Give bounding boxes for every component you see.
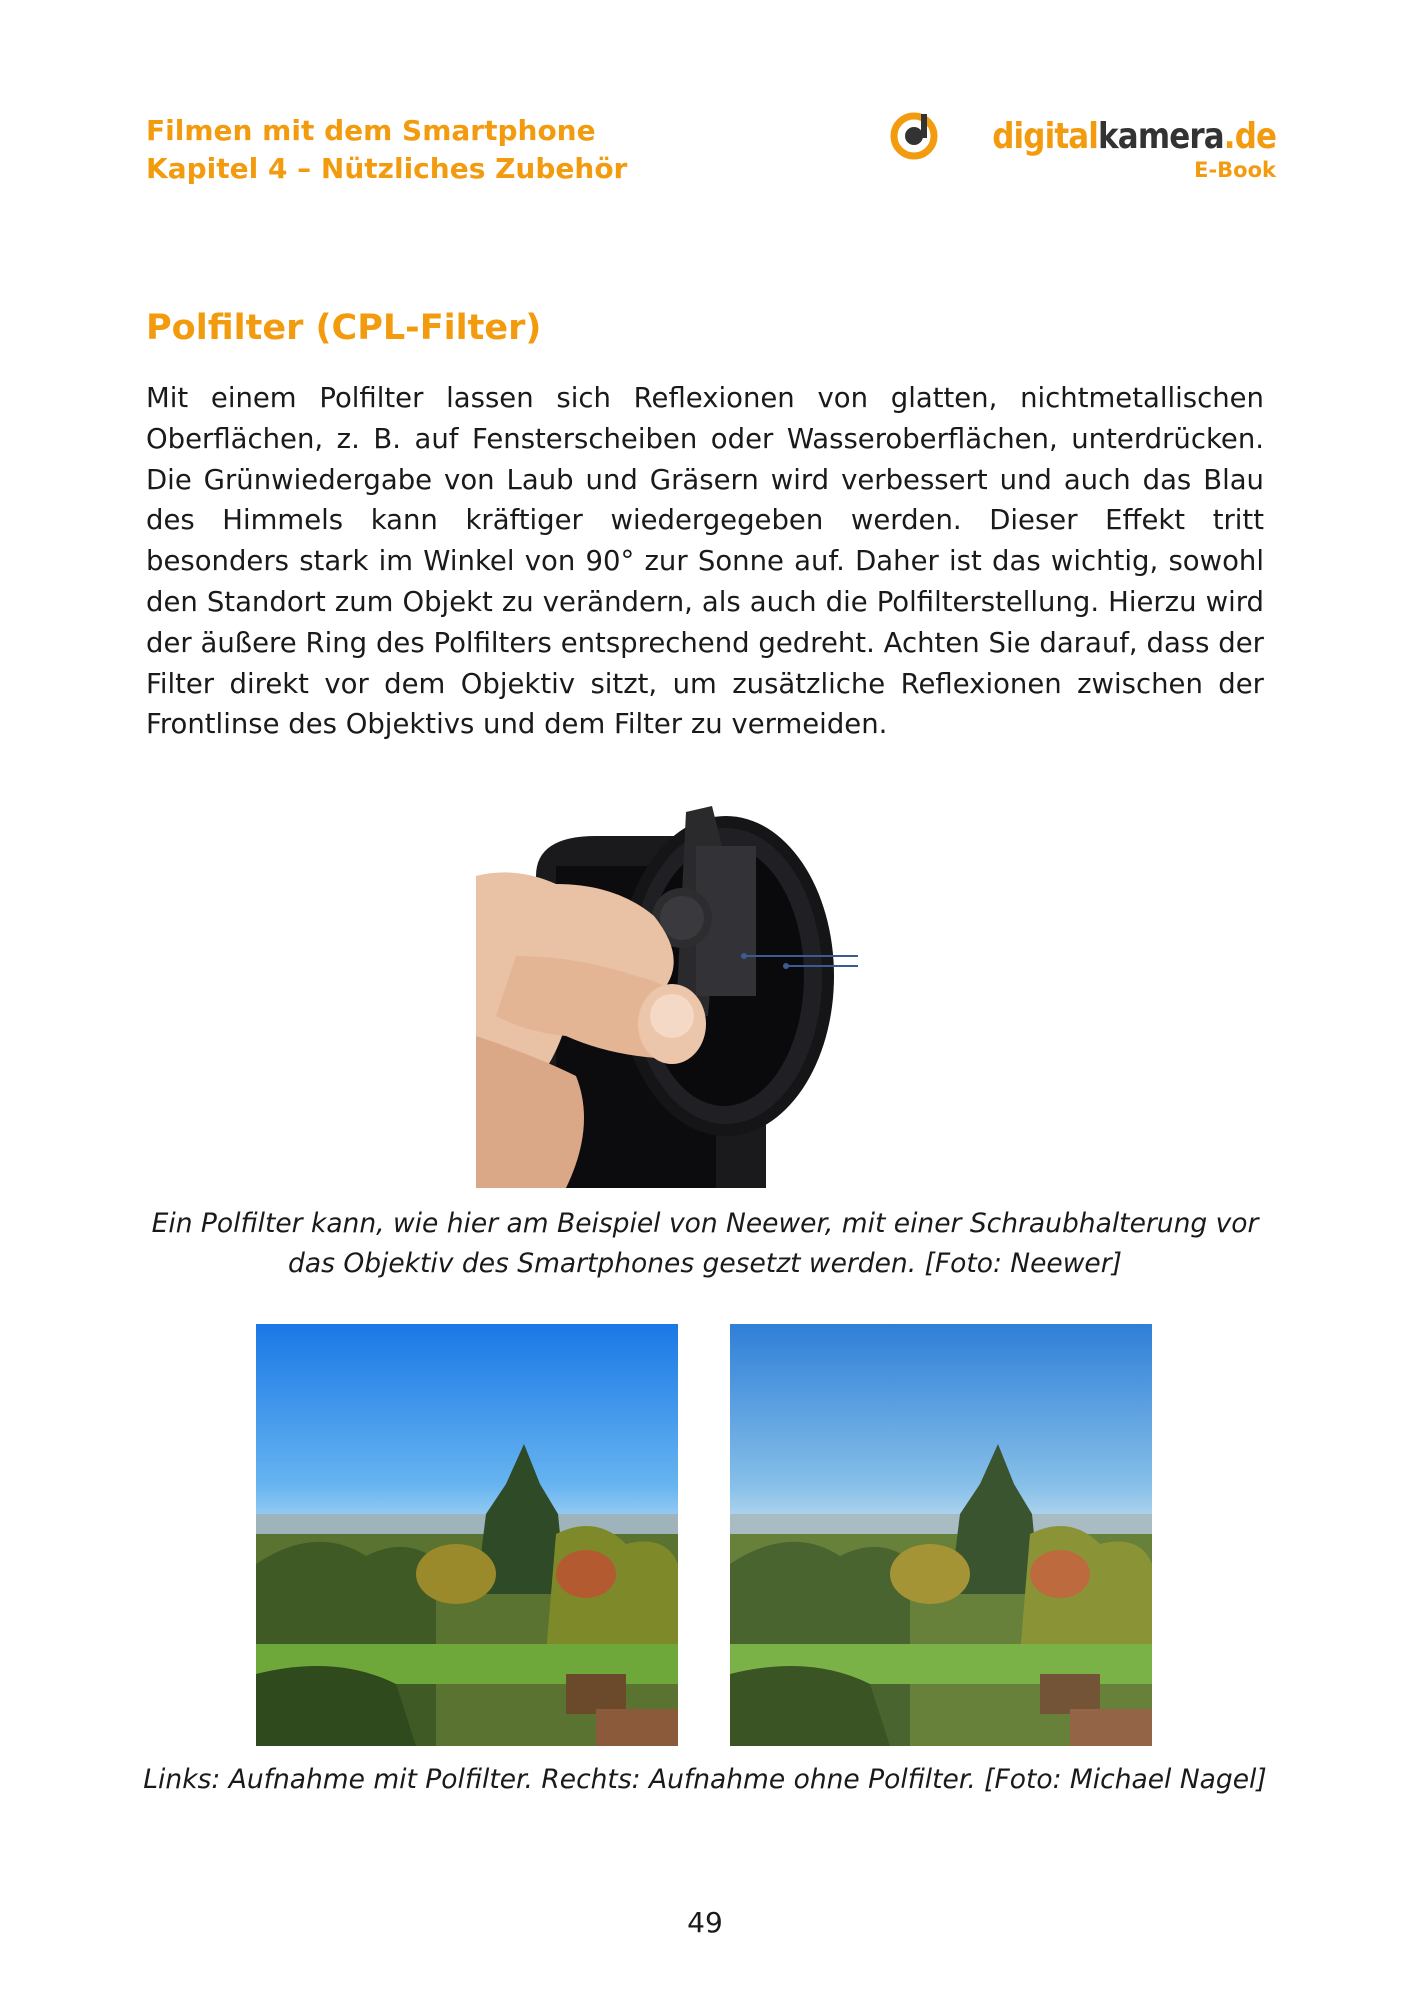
body-paragraph: Mit einem Polfilter lassen sich Reflexionen von glatten, nichtmetallischen Oberflächen, z. B. auf Fensterscheiben oder Wasseroberflächen, unterdrücken. Die Grünwiedergabe von Laub und Gräsern wird verbessert und auch das Blau des Himmels kann kräftiger wiedergegeben werden. Dieser Effekt tritt besonders stark im Winkel von 90° zur Sonne auf. Daher ist das wichtig, sowohl den Standort zum Objekt zu verändern, als auch die Polfilterstellung. Hierzu wird der äußere Ring des Polfilters entsprechend gedreht. Achten Sie darauf, dass der Filter direkt vor dem Objektiv sitzt, um zusätzliche Reflexionen zwischen der Frontlinse des Objektivs und dem Filter zu vermeiden. (146, 382, 1264, 741)
logo-text-domain: .de (1223, 115, 1276, 157)
logo-icon (890, 112, 938, 160)
publisher-logo (890, 112, 1276, 182)
chapter-title: Kapitel 4 – Nützliches Zubehör (146, 152, 628, 185)
logo-text-kamera: kamera (1097, 115, 1224, 157)
landscape-photo-without-polfilter (730, 1324, 1152, 1746)
polfilter-photo (476, 806, 892, 1188)
logo-text-digital: digital (992, 115, 1098, 157)
logo-subtitle: E-Book (1194, 158, 1276, 182)
section-title: Polfilter (CPL-Filter) (146, 308, 542, 348)
figure1-caption-line2: das Objektiv des Smartphones gesetzt werden. [Foto: Neewer] (288, 1248, 1122, 1279)
figure2-caption: Links: Aufnahme mit Polfilter. Rechts: Aufnahme ohne Polfilter. [Foto: Michael Nagel] (143, 1764, 1267, 1795)
book-title: Filmen mit dem Smartphone (146, 114, 596, 147)
running-header (146, 112, 627, 188)
page-number: 49 (687, 1906, 723, 1939)
figure1-caption-line1: Ein Polfilter kann, wie hier am Beispiel von Neewer, mit einer Schraubhalterung vor (151, 1208, 1259, 1239)
figure1-caption (130, 1204, 1280, 1284)
landscape-photo-with-polfilter (256, 1324, 678, 1746)
